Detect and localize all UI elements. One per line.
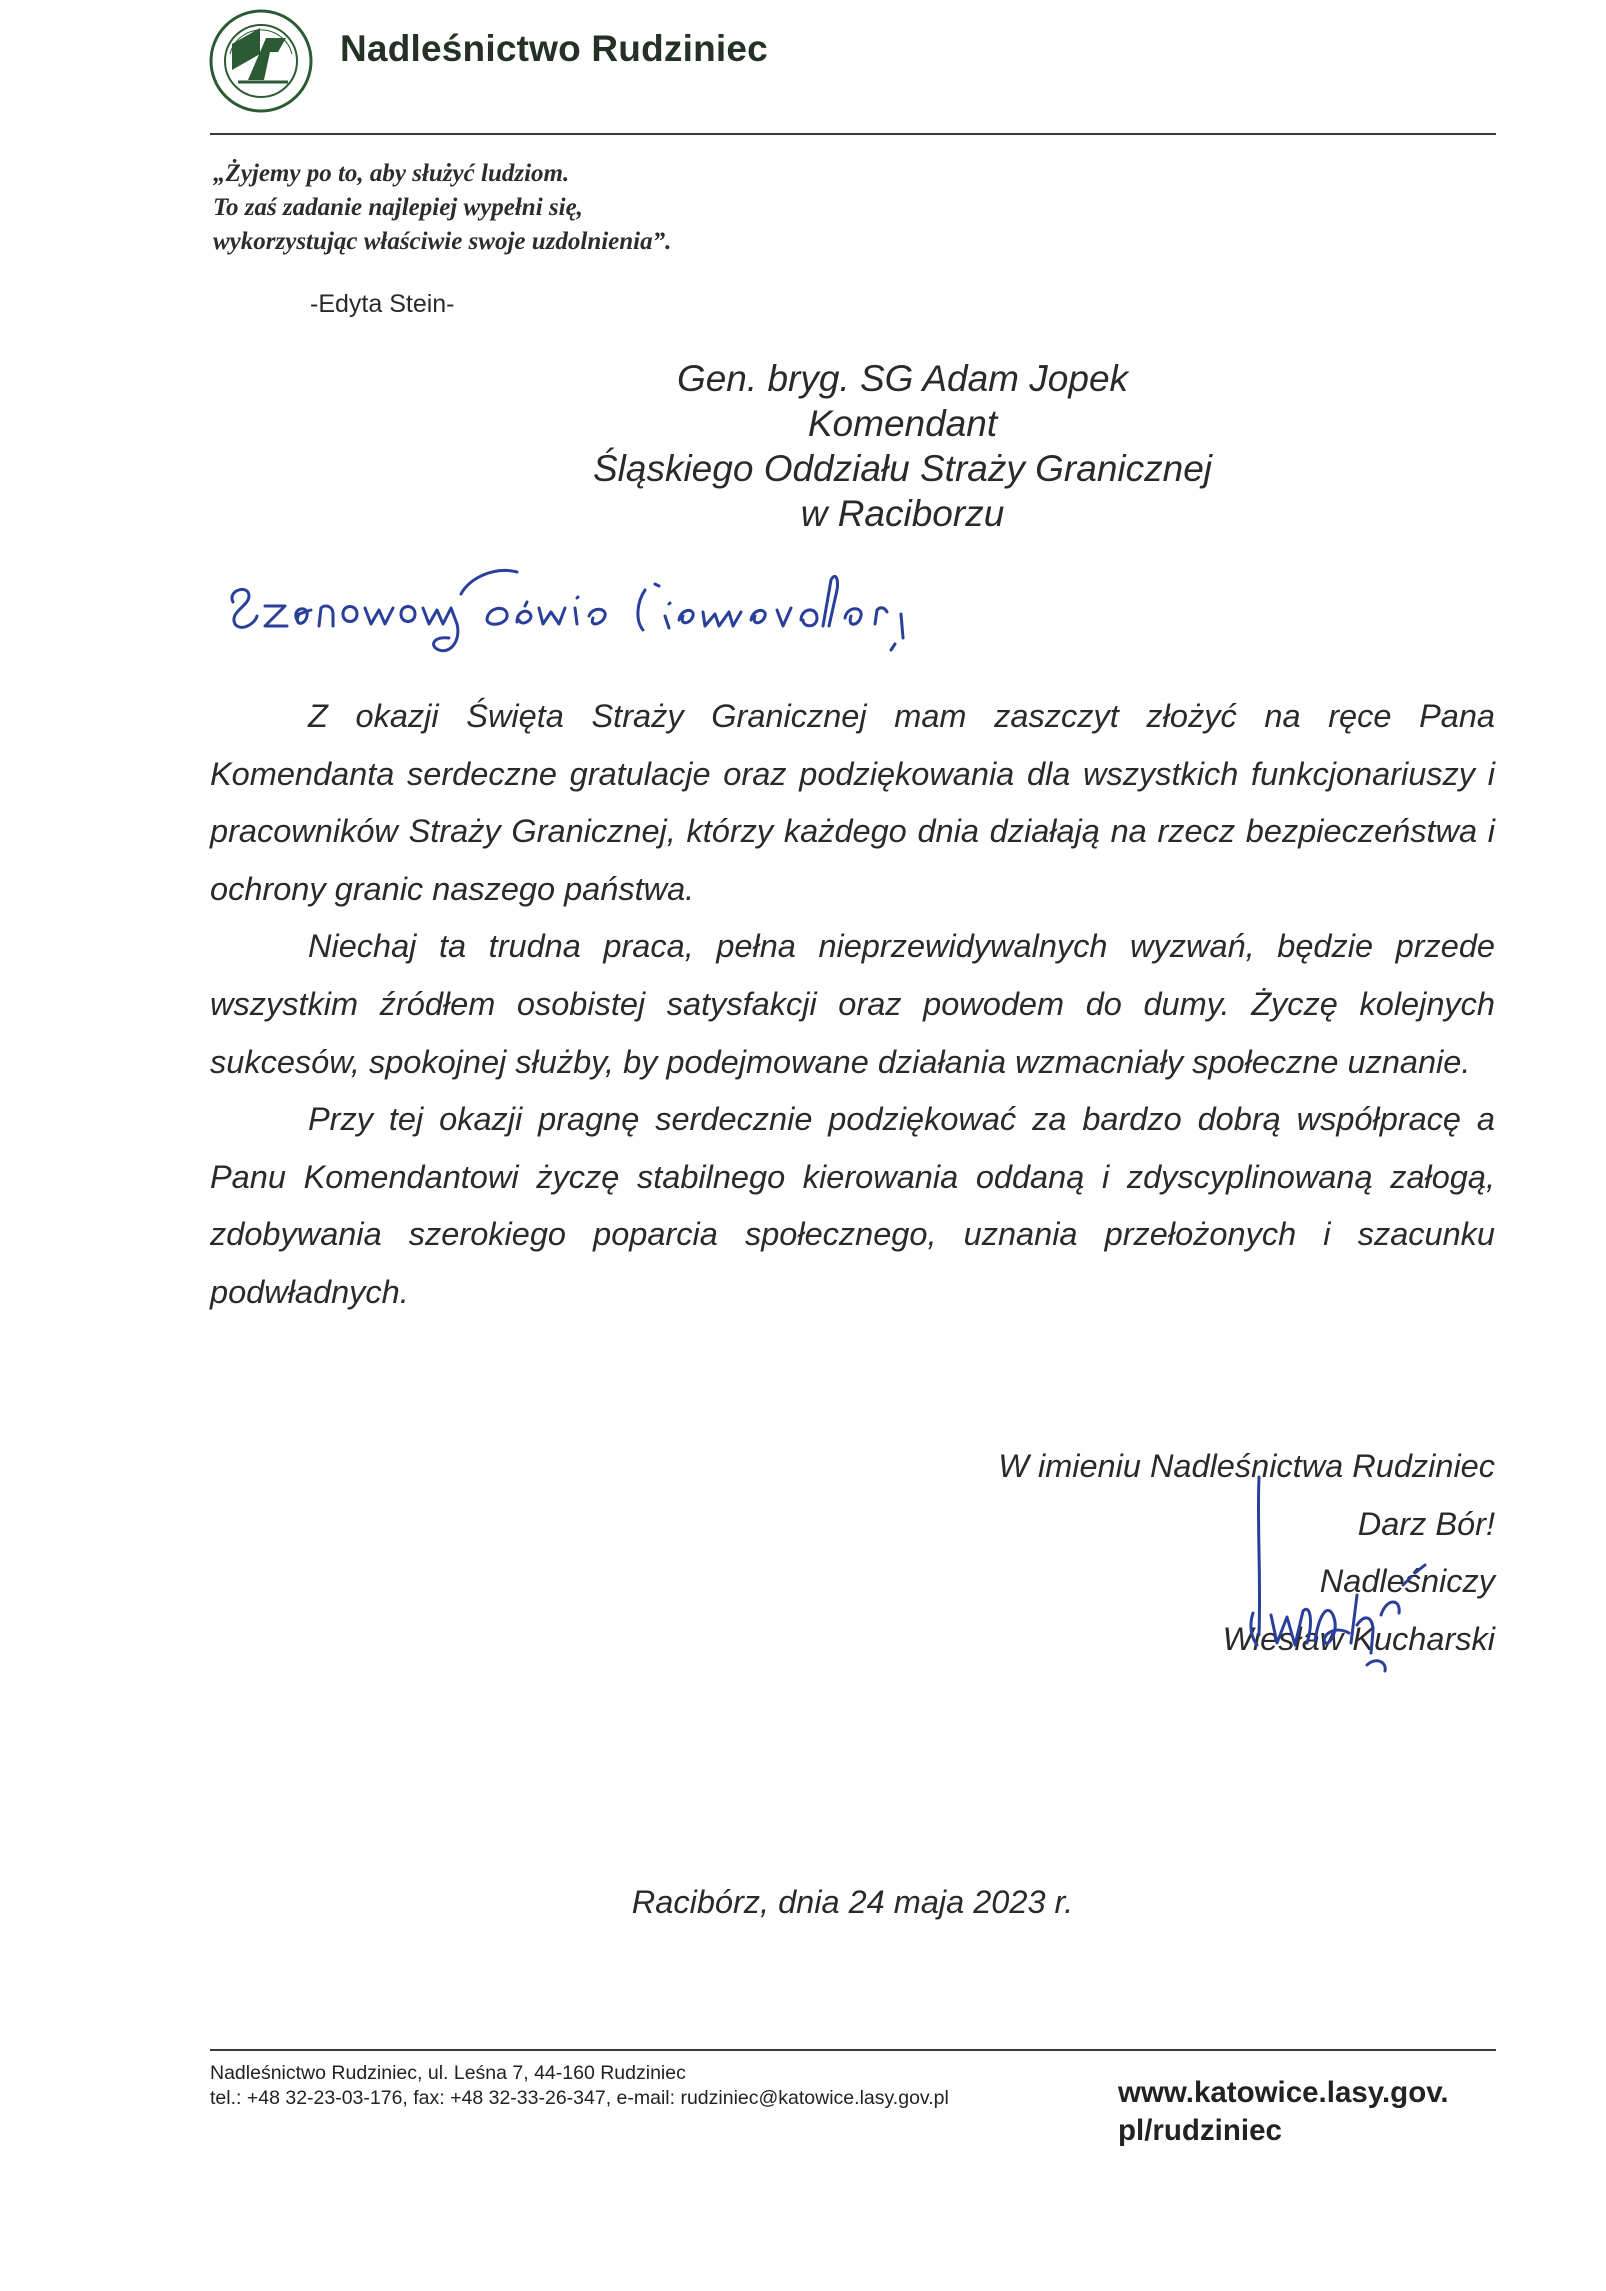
handwritten-signature: [1215, 1465, 1485, 1700]
footer-url-line: www.katowice.lasy.gov.: [1118, 2076, 1449, 2109]
footer-website-link[interactable]: [1118, 2074, 1449, 2150]
motto-author: -Edyta Stein-: [310, 290, 455, 318]
motto-line: „Żyjemy po to, aby służyć ludziom.: [213, 160, 570, 187]
body-paragraph: Niechaj ta trudna praca, pełna nieprzewidywalnych wyzwań, będzie przede wszystkim źródłem osobistej satysfakcji oraz powodem do dumy. Życzę kolejnych sukcesów, spokojnej służby, by podejmowane działania wzmacniały społeczne uznanie.: [210, 928, 1495, 1080]
signoff-greeting: Darz Bór!: [1357, 1505, 1495, 1542]
motto-quote: [213, 157, 671, 259]
lasy-panstwowe-logo: [208, 8, 314, 114]
body-paragraph: Przy tej okazji pragnę serdecznie podziękować za bardzo dobrą współpracę a Panu Komendantowi życzę stabilnego kierowania oddaną i zdyscyplinowaną załogą, zdobywania szerokiego poparcia społecznego, uznania przełożonych i szacunku podwładnych.: [210, 1101, 1495, 1310]
motto-line: wykorzystując właściwie swoje uzdolnienia”.: [213, 228, 672, 255]
signoff-position: Nadleśniczy: [1319, 1563, 1495, 1599]
organization-name: Nadleśnictwo Rudziniec: [340, 28, 768, 69]
body-paragraph: Z okazji Święta Straży Granicznej mam zaszczyt złożyć na ręce Pana Komendanta serdeczne gratulacje oraz podziękowania dla wszystkich funkcjonariuszy i pracowników Straży Granicznej, którzy każdego dnia działają na rzecz bezpieczeństwa i ochrony granic naszego państwa.: [210, 698, 1495, 907]
footer-contact-block: [210, 2061, 949, 2111]
footer-contact: tel.: +48 32-23-03-176, fax: +48 32-33-26-347, e-mail: rudziniec@katowice.lasy.gov.pl: [210, 2087, 949, 2109]
place-and-date: Racibórz, dnia 24 maja 2023 r.: [631, 1884, 1074, 1920]
addressee-line: w Raciborzu: [800, 493, 1005, 534]
addressee-line: Komendant: [807, 403, 998, 444]
letter-body: [210, 688, 1495, 1322]
header-divider: [210, 133, 1496, 135]
addressee-block: [440, 356, 1365, 536]
addressee-line: Śląskiego Oddziału Straży Granicznej: [592, 448, 1212, 489]
footer-divider: [210, 2049, 1496, 2051]
footer-url-line: pl/rudziniec: [1118, 2114, 1282, 2147]
addressee-line: Gen. bryg. SG Adam Jopek: [676, 358, 1129, 399]
signoff-name: Wiesław Kucharski: [1222, 1620, 1495, 1657]
motto-line: To zaś zadanie najlepiej wypełni się,: [213, 194, 583, 221]
footer-address: Nadleśnictwo Rudziniec, ul. Leśna 7, 44-160 Rudziniec: [210, 2062, 686, 2084]
signoff-on-behalf: W imieniu Nadleśnictwa Rudziniec: [998, 1448, 1495, 1484]
handwritten-salutation: [225, 550, 1145, 680]
